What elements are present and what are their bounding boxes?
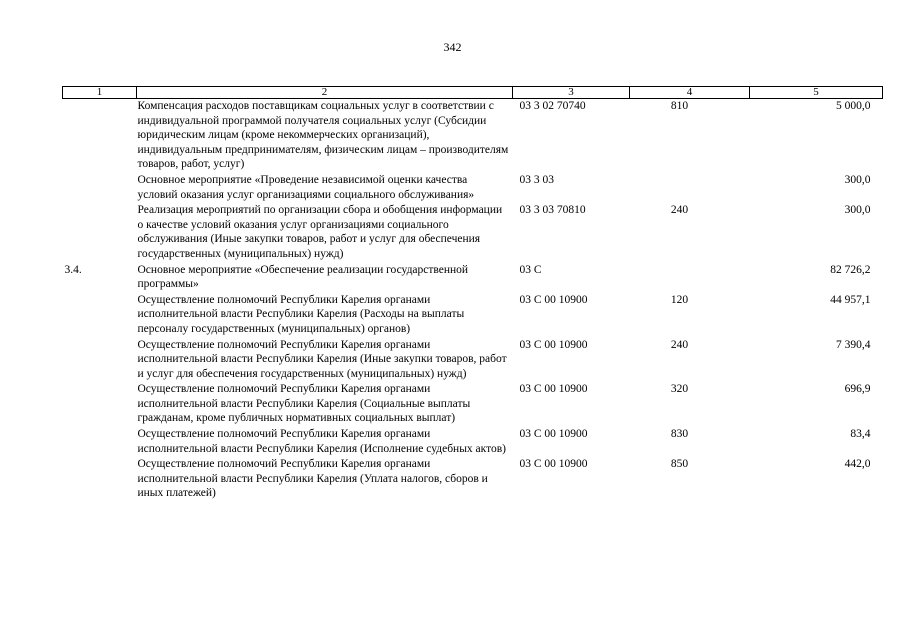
row-expense-type: 810 — [670, 100, 689, 112]
row-target-code: 03 С 00 10900 — [519, 293, 588, 306]
row-description: Реализация мероприятий по организации сбора и обобщения информации о качестве условий оказания услуг организациями социального обслуживания (Иные закупки товаров, работ и услуг для обеспечения государственных (муниципальных) нужд) — [137, 204, 503, 260]
table-body — [63, 99, 883, 503]
row-number — [63, 457, 137, 502]
row-amount: 82 726,2 — [830, 263, 871, 276]
table-row — [63, 99, 883, 173]
row-target-code: 03 С 00 10900 — [519, 428, 588, 441]
row-expense-type: 320 — [670, 383, 689, 396]
column-header-5: 5 — [750, 87, 883, 99]
table-row — [63, 293, 883, 338]
column-header-4: 4 — [630, 87, 750, 99]
row-number — [63, 338, 137, 383]
row-number — [63, 173, 137, 203]
table-row — [63, 382, 883, 427]
row-description: Компенсация расходов поставщикам социальных услуг в соответствии с индивидуальной программой получателя социальных услуг (Субсидии юридическим лицам (кроме некоммерческих организаций), индивидуальным предпринимателям, физическим лицам – производителям товаров, работ, услуг) — [137, 100, 509, 171]
row-amount: 7 390,4 — [836, 338, 871, 351]
table-row — [63, 203, 883, 262]
table-row — [63, 173, 883, 203]
column-header-2: 2 — [137, 87, 513, 99]
row-amount: 83,4 — [850, 428, 871, 441]
row-target-code: 03 3 03 — [519, 173, 554, 186]
row-number — [63, 293, 137, 338]
row-number — [63, 99, 137, 173]
row-description: Осуществление полномочий Республики Карелия органами исполнительной власти Республики Карелия (Иные закупки товаров, работ и услуг для обеспечения государственных (муниципальных) нужд) — [137, 338, 507, 380]
row-description: Осуществление полномочий Республики Карелия органами исполнительной власти Республики Карелия (Социальные выплаты гражданам, кроме публичных нормативных социальных выплат) — [137, 383, 471, 425]
row-amount: 442,0 — [844, 458, 871, 471]
row-description: Основное мероприятие «Обеспечение реализации государственной программы» — [137, 263, 469, 291]
budget-table — [62, 86, 883, 502]
table-row — [63, 457, 883, 502]
row-description: Осуществление полномочий Республики Карелия органами исполнительной власти Республики Карелия (Расходы на выплаты персоналу государственных (муниципальных) органов) — [137, 293, 465, 335]
row-amount: 44 957,1 — [830, 293, 871, 306]
row-expense-type — [630, 173, 750, 203]
row-expense-type: 240 — [670, 204, 689, 217]
row-target-code: 03 С 00 10900 — [519, 383, 588, 396]
row-description: Осуществление полномочий Республики Карелия органами исполнительной власти Республики Карелия (Уплата налогов, сборов и иных платежей) — [137, 458, 488, 500]
column-header-1: 1 — [63, 87, 137, 99]
table-row — [63, 427, 883, 457]
row-amount: 300,0 — [844, 204, 871, 217]
row-target-code: 03 С — [519, 263, 542, 276]
row-number — [63, 382, 137, 427]
row-expense-type: 240 — [670, 338, 689, 351]
row-amount: 5 000,0 — [836, 100, 871, 112]
row-description: Основное мероприятие «Проведение независимой оценки качества условий оказания услуг организациями социального обслуживания» — [137, 173, 475, 201]
row-expense-type — [630, 263, 750, 293]
header-row — [63, 87, 883, 99]
column-header-3: 3 — [513, 87, 630, 99]
row-number — [63, 203, 137, 262]
row-target-code: 03 С 00 10900 — [519, 458, 588, 471]
row-amount: 696,9 — [844, 383, 871, 396]
row-expense-type: 850 — [670, 458, 689, 471]
row-description: Осуществление полномочий Республики Карелия органами исполнительной власти Республики Карелия (Исполнение судебных актов) — [137, 428, 506, 455]
page-number: 342 — [443, 40, 462, 54]
table-row — [63, 263, 883, 293]
row-number: 3.4. — [64, 263, 82, 276]
table-header — [63, 87, 883, 99]
row-amount: 300,0 — [844, 173, 871, 186]
row-expense-type: 120 — [670, 293, 689, 306]
table-row — [63, 338, 883, 383]
row-target-code: 03 С 00 10900 — [519, 338, 588, 351]
row-expense-type: 830 — [670, 428, 689, 441]
row-target-code: 03 3 02 70740 — [519, 100, 586, 112]
row-number — [63, 427, 137, 457]
row-target-code: 03 3 03 70810 — [519, 204, 586, 217]
